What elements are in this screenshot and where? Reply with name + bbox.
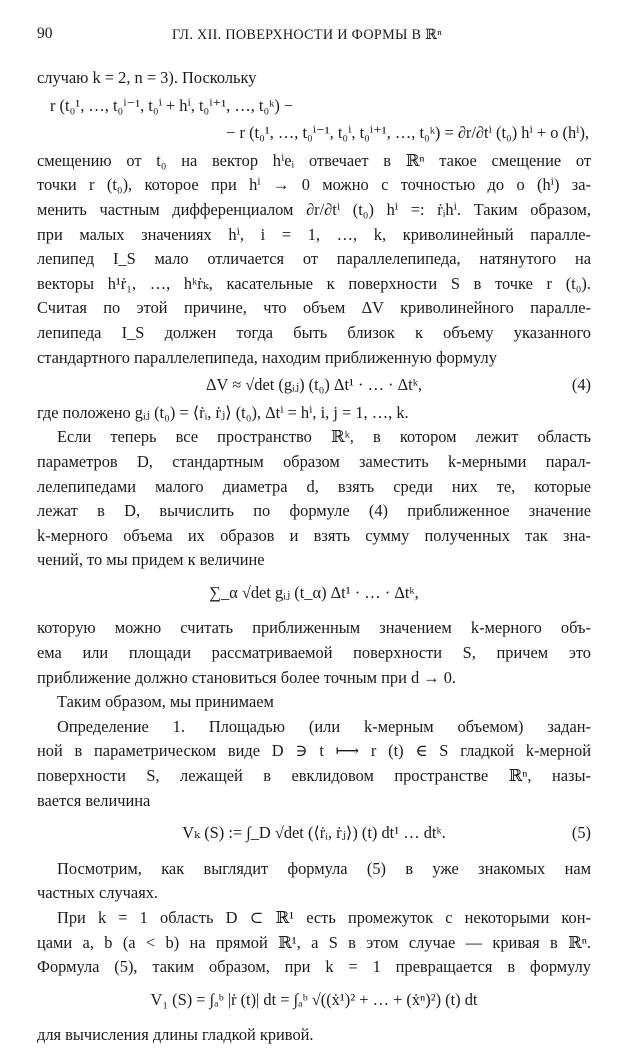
paragraph-intro xyxy=(37,66,591,91)
formula-increment-line1: r (t₀¹, …, t₀ⁱ⁻¹, t₀ⁱ + hⁱ, t₀ⁱ⁺¹, …, t₀ᵏ) − xyxy=(50,95,294,115)
formula-arc-length: V₁ (S) = ∫ₐᵇ |ṙ (t)| dt = ∫ₐᵇ √((ẋ¹)² + … + (ẋⁿ)²) (t) dt xyxy=(150,989,478,1009)
text-line: менить частным дифференциалом ∂r/∂tⁱ (t₀) hⁱ =: ṙᵢhⁱ. Таким образом, xyxy=(37,199,591,219)
text-line: частных случаях. xyxy=(37,883,159,903)
page-header xyxy=(0,22,628,48)
text-line: приближение должно становиться более точным при d → 0. xyxy=(37,667,457,687)
paragraph-curve-case xyxy=(37,906,591,980)
paragraph-displacement xyxy=(37,149,591,370)
text-line: поверхности S, лежащей в евклидовом пространстве ℝⁿ, назы- xyxy=(37,766,591,786)
page-body xyxy=(37,66,591,1048)
text-line: Если теперь все пространство ℝᵏ, в котором лежит область xyxy=(57,427,591,447)
text-line: цами a, b (a < b) на прямой ℝ¹, а S в этом случае — кривая в ℝⁿ. xyxy=(37,932,591,952)
equation-number-4: (4) xyxy=(571,375,591,395)
text-line: Посмотрим, как выглядит формула (5) в уже знакомых нам xyxy=(57,858,591,878)
text-line: случаю k = 2, n = 3). Поскольку xyxy=(37,68,257,87)
text-line: вается величина xyxy=(37,790,151,810)
text-line: лелепипедами малого диаметра d, взять среди них те, которые xyxy=(37,476,591,496)
text-line: Считая по этой причине, что объем ΔV криволинейного паралле- xyxy=(37,298,591,318)
text-line: где положено gᵢⱼ (t₀) = ⟨ṙᵢ, ṙⱼ⟩ (t₀), Δtⁱ = hⁱ, i, j = 1, …, k. xyxy=(37,402,409,422)
text-line: смещению от t₀ на вектор hⁱeᵢ отвечает в ℝⁿ такое смещение от xyxy=(37,150,591,170)
text-line: Формула (5), таким образом, при k = 1 превращается в формулу xyxy=(37,957,591,977)
text-line: Определение 1. Площадью (или k-мерным объемом) задан- xyxy=(57,716,591,736)
text-line: точки r (t₀), которое при hⁱ → 0 можно с точностью до o (hⁱ) за- xyxy=(37,175,591,195)
text-line: параметров D, стандартным образом заместить k-мерными парал- xyxy=(37,451,591,471)
text-line: стандартного параллелепипеда, находим приближенную формулу xyxy=(37,347,497,367)
formula-4 xyxy=(37,373,591,398)
text-line: лепипеда I_S должен тогда быть близок к объему указанного xyxy=(37,322,591,342)
paragraph-special-cases xyxy=(37,857,591,906)
text-line: лепипед I_S мало отличается от параллелепипеда, натянутого на xyxy=(37,249,591,269)
text-line: чений, то мы придем к величине xyxy=(37,550,265,570)
paragraph-conclusion xyxy=(37,1023,591,1048)
text-line: при малых значениях hⁱ, i = 1, …, k, криволинейный паралле- xyxy=(37,224,591,244)
definition-1 xyxy=(37,715,591,813)
formula-increment-line2: − r (t₀¹, …, t₀ⁱ⁻¹, t₀ⁱ, t₀ⁱ⁺¹, …, t₀ᵏ) = ∂r/∂tⁱ (t₀) hⁱ + o (hⁱ), xyxy=(226,123,589,143)
text-line: ема или площади рассматриваемой поверхности S, причем это xyxy=(37,643,591,663)
text-line: векторы h¹ṙ₁, …, hᵏṙₖ, касательные к поверхности S в точке r (t₀). xyxy=(37,273,591,293)
paragraph-notation xyxy=(37,401,591,426)
formula-riemann-sum: ∑_α √det gᵢⱼ (t_α) Δt¹ · … · Δtᵏ, xyxy=(209,582,419,602)
running-title: ГЛ. XII. ПОВЕРХНОСТИ И ФОРМЫ В ℝⁿ xyxy=(172,27,442,43)
text-line: При k = 1 область D ⊂ ℝ¹ есть промежуток с некоторыми кон- xyxy=(57,908,591,927)
text-line: Таким образом, мы принимаем xyxy=(57,692,274,712)
text-line: k-мерного объема их образов и взять сумму полученных так зна- xyxy=(37,525,591,545)
text-line: ной в параметрическом виде D ∋ t ⟼ r (t) ∈ S гладкой k-мерной xyxy=(37,741,591,761)
page-number: 90 xyxy=(37,25,53,42)
formula-5-body: Vₖ (S) := ∫_D √det (⟨ṙᵢ, ṙⱼ⟩) (t) dt¹ … dtᵏ. xyxy=(182,823,446,843)
formula-4-body: ΔV ≈ √det (gᵢⱼ) (t₀) Δt¹ · … · Δtᵏ, xyxy=(206,375,422,395)
text-line: лежат в D, вычислить по формуле (4) приближенное значение xyxy=(37,501,591,521)
paragraph-approximation xyxy=(37,616,591,714)
text-line: для вычисления длины гладкой кривой. xyxy=(37,1025,314,1045)
paragraph-partition xyxy=(37,425,591,573)
text-line: которую можно считать приближенным значением k-мерного объ- xyxy=(37,618,591,638)
formula-5 xyxy=(37,821,591,846)
equation-number-5: (5) xyxy=(571,823,591,843)
